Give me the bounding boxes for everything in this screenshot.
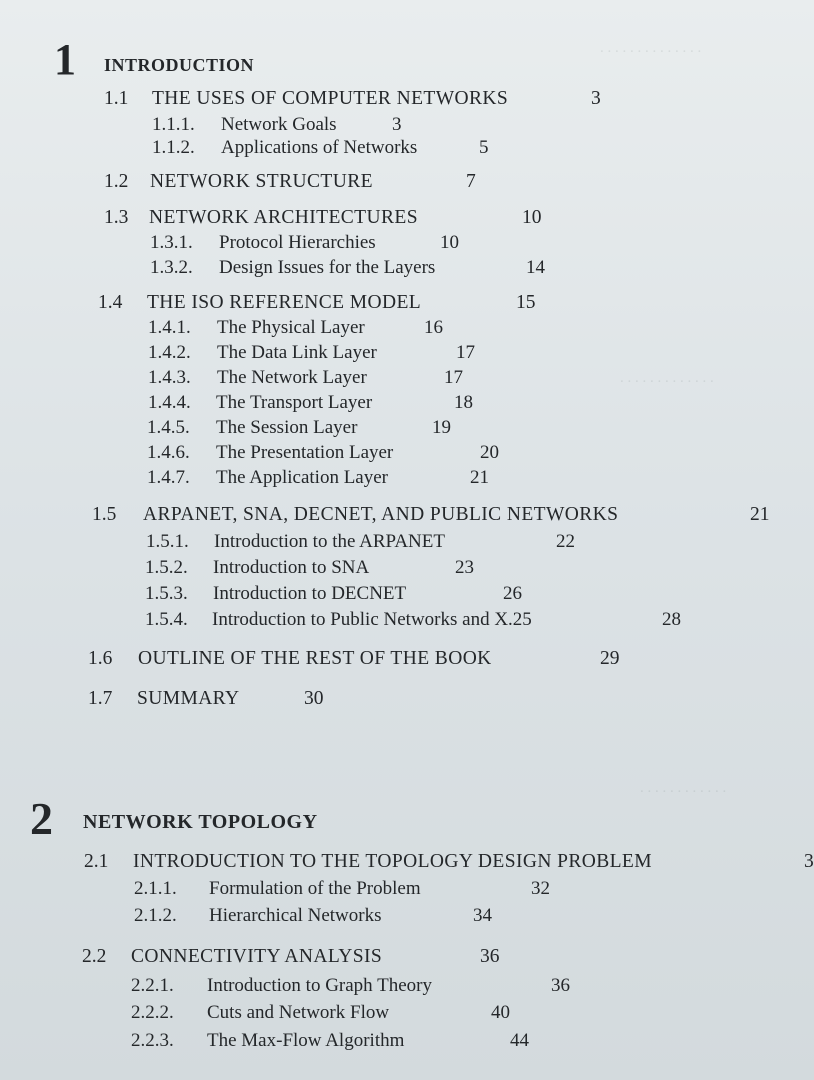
entry-title: Hierarchical Networks (209, 905, 382, 926)
entry-title: The Session Layer (216, 417, 358, 438)
entry-title: Protocol Hierarchies (219, 232, 376, 253)
entry-title: Applications of Networks (221, 137, 418, 158)
show-through-text: . . . . . . . . . . . . . . (600, 40, 702, 56)
entry-number: 1.5.1. (146, 531, 189, 552)
entry-title: The Network Layer (217, 367, 367, 388)
entry-number: 1.5.4. (145, 609, 188, 630)
entry-number: 1.3 (104, 207, 129, 228)
entry-number: 1.4 (98, 292, 123, 313)
entry-title: NETWORK ARCHITECTURES (149, 207, 418, 228)
entry-number: 1.4.5. (147, 417, 190, 438)
entry-page-number: 15 (516, 292, 536, 313)
entry-page-number: 17 (456, 342, 475, 363)
entry-page-number: 21 (750, 504, 770, 525)
show-through-text: . . . . . . . . . . . . (640, 780, 727, 796)
entry-number: 2.2.3. (131, 1030, 174, 1051)
entry-title: THE ISO REFERENCE MODEL (147, 292, 422, 313)
entry-title: Introduction to DECNET (213, 583, 407, 604)
entry-page-number: 26 (503, 583, 522, 604)
entry-page-number: 20 (480, 442, 499, 463)
entry-page-number: 18 (454, 392, 473, 413)
entry-number: 1.1.1. (152, 114, 195, 135)
show-through-text: . . . . . . . . . . . . . (620, 370, 714, 386)
entry-page-number: 7 (466, 171, 476, 192)
entry-page-number: 3 (591, 88, 601, 109)
entry-page-number: 22 (556, 531, 575, 552)
entry-number: 2.1 (84, 851, 109, 872)
entry-page-number: 21 (470, 467, 489, 488)
entry-number: 2.2.2. (131, 1002, 174, 1023)
entry-number: 2.1.1. (134, 878, 177, 899)
entry-page-number: 5 (479, 137, 489, 158)
entry-title: The Data Link Layer (217, 342, 377, 363)
entry-title: The Transport Layer (216, 392, 373, 413)
entry-number: 1.1.2. (152, 137, 195, 158)
entry-number: 1.4.4. (148, 392, 191, 413)
entry-title: Design Issues for the Layers (219, 257, 436, 278)
entry-title: Introduction to Graph Theory (207, 975, 432, 996)
entry-page-number: 3 (392, 114, 402, 135)
entry-number: 1.5 (92, 504, 117, 525)
entry-page-number: 10 (522, 207, 542, 228)
entry-number: 1.4.6. (147, 442, 190, 463)
entry-page-number: 44 (510, 1030, 529, 1051)
entry-title: SUMMARY (137, 688, 240, 709)
chapter-title: INTRODUCTION (104, 55, 255, 75)
entry-page-number: 14 (526, 257, 545, 278)
chapter-title: NETWORK TOPOLOGY (83, 811, 318, 833)
entry-number: 2.1.2. (134, 905, 177, 926)
entry-page-number: 17 (444, 367, 463, 388)
entry-title: The Presentation Layer (216, 442, 394, 463)
entry-number: 1.5.2. (145, 557, 188, 578)
entry-page-number: 36 (551, 975, 570, 996)
entry-page-number: 30 (304, 688, 324, 709)
entry-title: INTRODUCTION TO THE TOPOLOGY DESIGN PROBLEM (133, 851, 652, 872)
entry-page-number: 19 (432, 417, 451, 438)
entry-page-number: 40 (491, 1002, 510, 1023)
entry-number: 2.2.1. (131, 975, 174, 996)
entry-title: Introduction to the ARPANET (214, 531, 445, 552)
entry-number: 1.3.2. (150, 257, 193, 278)
entry-number: 1.4.3. (148, 367, 191, 388)
entry-title: Cuts and Network Flow (207, 1002, 390, 1023)
entry-page-number: 36 (480, 946, 500, 967)
entry-title: Introduction to SNA (213, 557, 370, 578)
entry-page-number: 23 (455, 557, 474, 578)
entry-title: ARPANET, SNA, DECNET, AND PUBLIC NETWORKS (143, 504, 619, 525)
entry-number: 2.2 (82, 946, 107, 967)
entry-title: Formulation of the Problem (209, 878, 421, 899)
entry-title: THE USES OF COMPUTER NETWORKS (152, 88, 509, 109)
chapter-number: 2 (30, 793, 53, 844)
entry-title: NETWORK STRUCTURE (150, 171, 373, 192)
entry-title: Introduction to Public Networks and X.25 (212, 609, 532, 630)
chapter-number: 1 (54, 35, 76, 84)
entry-title: CONNECTIVITY ANALYSIS (131, 946, 383, 967)
entry-title: The Application Layer (216, 467, 388, 488)
entry-number: 1.5.3. (145, 583, 188, 604)
entry-page-number: 3 (804, 851, 814, 872)
entry-number: 1.1 (104, 88, 129, 109)
entry-number: 1.6 (88, 648, 113, 669)
entry-number: 1.7 (88, 688, 113, 709)
entry-number: 1.4.7. (147, 467, 190, 488)
entry-page-number: 28 (662, 609, 681, 630)
entry-page-number: 34 (473, 905, 492, 926)
entry-title: Network Goals (221, 114, 337, 135)
entry-number: 1.3.1. (150, 232, 193, 253)
entry-number: 1.4.1. (148, 317, 191, 338)
entry-page-number: 10 (440, 232, 459, 253)
entry-title: The Max-Flow Algorithm (207, 1030, 405, 1051)
entry-page-number: 16 (424, 317, 443, 338)
entry-title: The Physical Layer (217, 317, 365, 338)
entry-page-number: 29 (600, 648, 620, 669)
entry-number: 1.4.2. (148, 342, 191, 363)
entry-title: OUTLINE OF THE REST OF THE BOOK (138, 648, 492, 669)
entry-number: 1.2 (104, 171, 129, 192)
entry-page-number: 32 (531, 878, 550, 899)
